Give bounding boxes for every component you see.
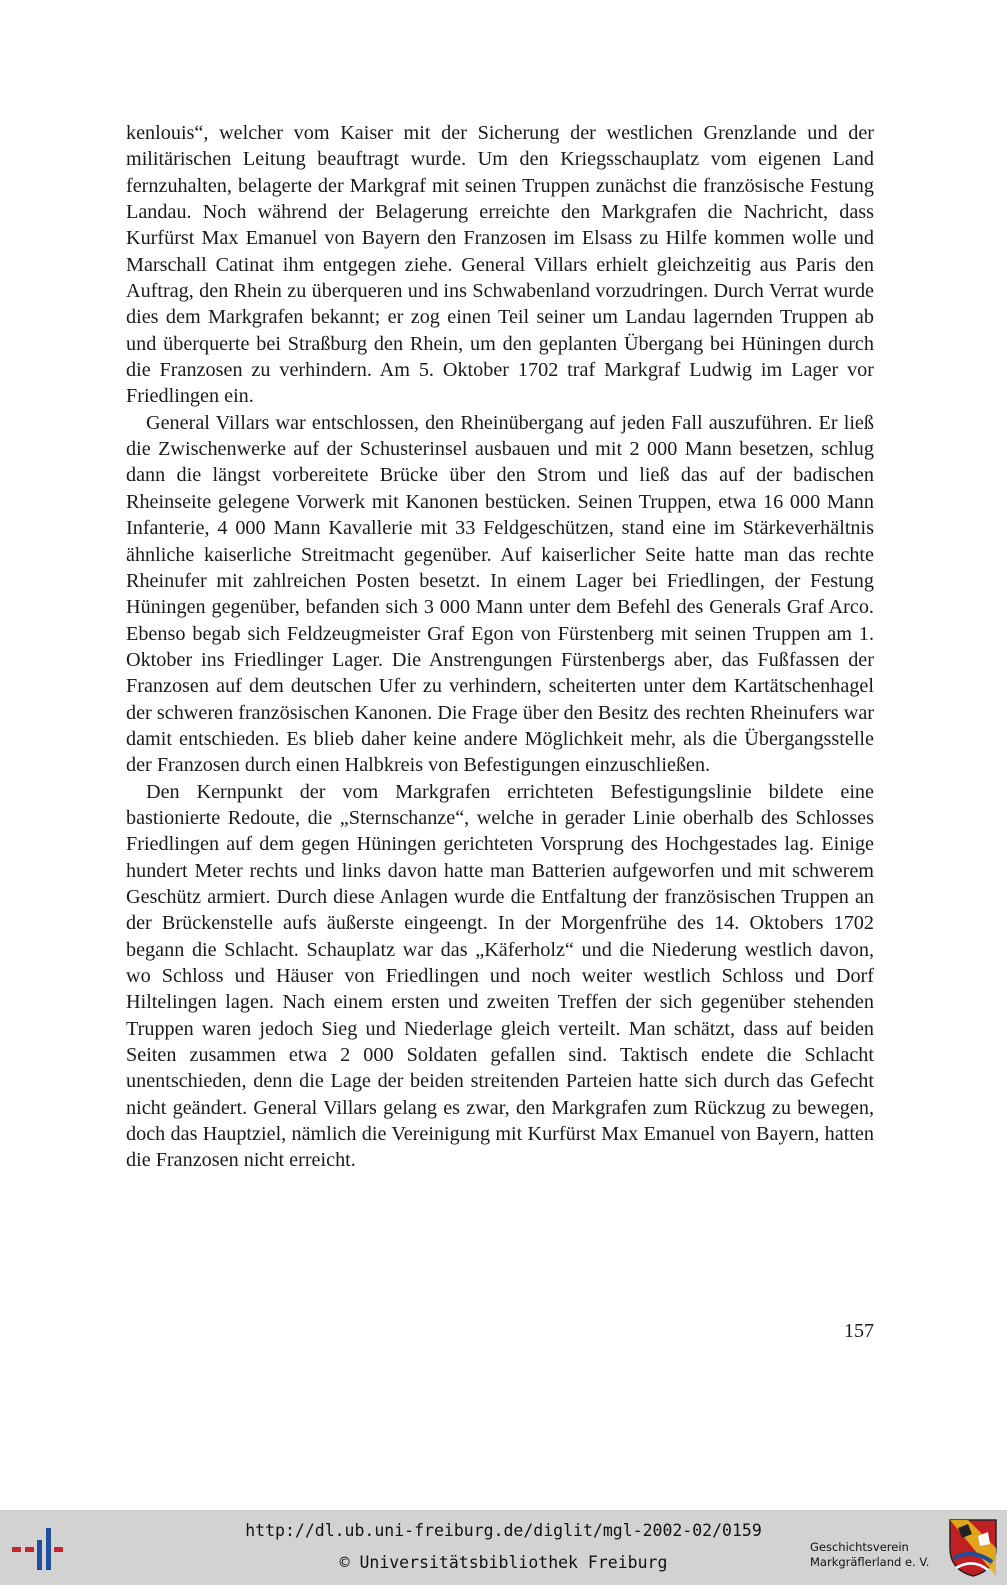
text-line: 33 Feldgeschützen, stand eine im Stärkeverhältnis ähnliche kaiserliche Streitmacht <box>126 517 874 566</box>
text-line: 1. Oktober ins Friedlinger Lager. Die Anstrengungen Fürstenbergs aber, das Fuß <box>126 622 874 671</box>
document-body <box>126 120 874 1174</box>
text-line: gestades lag. Einige hundert Meter rechts und links davon hatte man Batterien <box>126 833 874 882</box>
text-line: unentschieden, denn die Lage der beiden streitenden Parteien hatte sich durch das <box>126 1070 811 1093</box>
text-line: Mann besetzen, schlug dann die längst vorbereitete Brücke über den Strom und <box>126 438 874 487</box>
society-name-line2: Markgräflerland e. V. <box>810 1555 930 1569</box>
text-line: engt. In der Morgenfrühe des 14. Oktobers 1702 begann die Schlacht. Schauplatz <box>126 912 874 961</box>
text-line: Seiten zusammen etwa 2 000 Soldaten gefallen sind. Taktisch endete die Schlacht <box>126 1044 874 1067</box>
text-line: lichkeit mehr, als die Übergangsstelle der Franzosen durch einen Halbkreis von <box>126 727 874 777</box>
text-line: ren. Er ließ die Zwischenwerke auf der Schusterinsel ausbauen und mit 2 000 <box>126 411 874 461</box>
text-line: er zog einen Teil seiner um Landau lagernden Truppen ab und überquerte bei <box>126 306 874 355</box>
text-line: Friedlingen ein. <box>126 385 254 408</box>
text-line: gegenüber. Auf kaiserlicher Seite hatte man das rechte Rheinufer mit zahlreichen <box>126 543 875 592</box>
society-name <box>810 1540 948 1570</box>
text-line: grafen die Nachricht, dass Kurfürst Max Emanuel von Bayern den Franzosen im <box>126 201 874 250</box>
coat-of-arms-icon <box>948 1518 998 1578</box>
text-line: sen zu verhindern. Am 5. Oktober 1702 traf Markgraf Ludwig im Lager vor <box>215 359 874 382</box>
text-line: bastionierte Redoute, die „Sternschanze“, welche in gerader Linie oberhalb des <box>126 806 796 829</box>
text-line: fassen der Franzosen auf dem deutschen Ufer zu verhindern, scheiterten unter dem <box>126 648 874 698</box>
paragraph-2 <box>126 410 874 779</box>
text-line: der militärischen Leitung beauftragt wurde. Um den Kriegsschauplatz vom eige <box>126 122 874 171</box>
text-line: Schwabenland vorzudringen. Durch Verrat wurde dies dem Markgrafen bekannt; <box>126 280 874 329</box>
text-line: Nach einem ersten und zweiten Treffen der sich gegenüber stehenden Truppen <box>126 991 874 1040</box>
text-line: befanden sich 3 000 Mann unter dem Befehl des Generals Graf Arco. Ebenso <box>126 596 874 645</box>
text-line: aufgeworfen und mit schwerem Geschütz armiert. Durch diese Anlagen wurde die <box>126 859 874 908</box>
footer-copyright: © Universitätsbibliothek Freiburg <box>339 1553 668 1572</box>
text-line: Rückzug zu bewegen, doch das Hauptziel, nämlich die Vereinigung mit Kurfürst <box>126 1096 874 1146</box>
text-line: Max Emanuel von Bayern, hatten die Franzosen nicht erreicht. <box>126 1123 874 1172</box>
paragraph-1 <box>126 120 874 410</box>
text-line: kenlouis“, welcher vom Kaiser mit der Sicherung der westlichen Grenzlande und <box>126 122 849 144</box>
footer-url[interactable]: http://dl.ub.uni-freiburg.de/diglit/mgl-2002-02/0159 <box>245 1521 762 1540</box>
text-line: Schlosses Friedlingen auf dem gegen Hüningen gerichteten Vorsprung des Hoch <box>126 806 874 856</box>
text-line: Posten besetzt. In einem Lager bei Friedlingen, der Festung Hüningen gegenüber, <box>126 569 874 619</box>
text-line: Straßburg den Rhein, um den geplanten Übergang bei Hüningen durch die Franzo <box>126 332 874 382</box>
text-line: begab sich Feldzeugmeister Graf Egon von Fürstenberg mit seinen Truppen am <box>192 622 859 645</box>
page-number: 157 <box>844 1320 874 1342</box>
text-line: Den Kernpunkt der vom Markgrafen errichteten Befestigungslinie bildete eine <box>146 780 874 803</box>
text-line: Befestigungen einzuschließen. <box>463 754 711 777</box>
text-line: waren jedoch Sieg und Niederlage gleich verteilt. Man schätzt, dass auf beiden <box>201 1017 874 1040</box>
text-line: General Villars war entschlossen, den Rheinübergang auf jeden Fall auszufüh <box>146 411 782 434</box>
text-line: Seinen Truppen, etwa 16 000 Mann Infanterie, 4 000 Mann Kavallerie mit <box>126 490 874 540</box>
text-line: Villars erhielt gleichzeitig aus Paris den Auftrag, den Rhein zu überqueren und ins <box>126 253 874 303</box>
text-line: Entfaltung der französischen Truppen an der Brückenstelle aufs äußerste einge <box>126 885 874 935</box>
text-line: Elsass zu Hilfe kommen wolle und Marschall Catinat ihm entgegen ziehe. General <box>126 227 874 276</box>
text-line: nen Land fernzuhalten, belagerte der Markgraf mit seinen Truppen zunächst die <box>126 148 874 197</box>
text-line: war das „Käferholz“ und die Niederung westlich davon, wo Schloss und Häuser <box>126 938 874 987</box>
text-line: französische Festung Landau. Noch während der Belagerung erreichte den Mark <box>126 174 874 224</box>
footer-bar <box>0 1510 1007 1585</box>
text-line: Kartätschenhagel der schweren französischen Kanonen. Die Frage über den Besitz <box>126 675 874 724</box>
text-line: von Friedlingen und noch weiter westlich Schloss und Dorf Hiltelingen lagen. <box>126 965 875 1014</box>
text-line: Gefecht nicht geändert. General Villars gelang es zwar, den Markgrafen zum <box>126 1070 874 1119</box>
paragraph-3 <box>126 779 874 1174</box>
society-name-line1: Geschichtsverein <box>810 1540 909 1554</box>
text-line: des rechten Rheinufers war damit entschieden. Es blieb daher keine andere Mög <box>126 701 874 750</box>
text-line: ließ das auf der badischen Rheinseite gelegene Vorwerk mit Kanonen bestücken. <box>126 464 874 513</box>
